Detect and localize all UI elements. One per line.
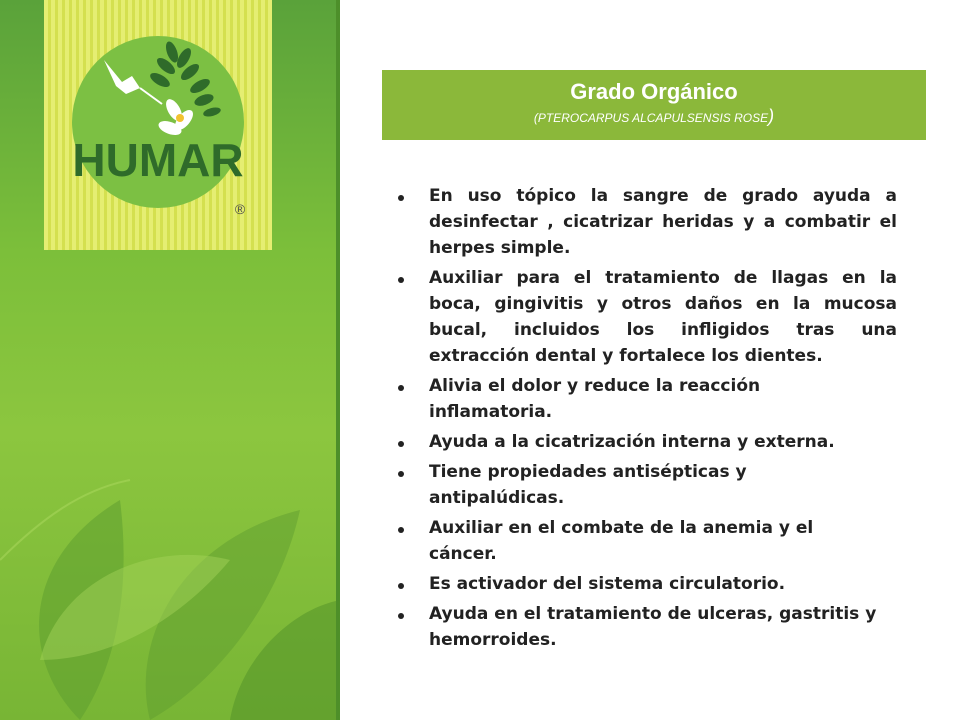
bullet-icon	[398, 471, 404, 477]
list-item-text: Auxiliar para el tratamiento de llagas en la boca, gingivitis y otros daños en la mucosa bucal, incluidos los infligidos tras una extracción dental y fortalece los dientes.	[429, 268, 897, 366]
list-item	[398, 601, 897, 653]
title-bar	[382, 70, 926, 140]
bullet-icon	[398, 385, 404, 391]
list-item	[398, 515, 897, 567]
logo-wordmark: HUMAR	[72, 134, 244, 186]
subtitle-text: (PTEROCARPUS ALCAPULSENSIS ROSE	[533, 111, 769, 125]
list-item-text: Tiene propiedades antisépticas y antipalúdicas.	[429, 462, 747, 508]
list-item	[398, 373, 897, 425]
list-item	[398, 265, 897, 369]
logo-panel	[44, 0, 272, 250]
list-item	[398, 429, 897, 455]
benefits-list	[398, 183, 897, 657]
bullet-icon	[398, 277, 404, 283]
bullet-icon	[398, 613, 404, 619]
list-item-text: Ayuda a la cicatrización interna y externa.	[429, 432, 835, 452]
list-item-text: En uso tópico la sangre de grado ayuda a desinfectar , cicatrizar heridas y a combatir el herpes simple.	[429, 186, 897, 258]
list-item	[398, 571, 897, 597]
decorative-leaves	[0, 360, 340, 720]
list-item-text: Ayuda en el tratamiento de ulceras, gastritis y hemorroides.	[429, 604, 877, 650]
list-item-text: Es activador del sistema circulatorio.	[429, 574, 786, 594]
flower-center	[176, 114, 184, 122]
page-title: Grado Orgánico	[570, 79, 738, 104]
registered-mark: ®	[234, 201, 246, 217]
bullet-icon	[398, 583, 404, 589]
subtitle-close-paren: )	[768, 106, 775, 126]
list-item-text: Alivia el dolor y reduce la reacción inflamatoria.	[429, 376, 761, 422]
list-item-text: Auxiliar en el combate de la anemia y el cáncer.	[429, 518, 814, 564]
bullet-icon	[398, 527, 404, 533]
list-item	[398, 459, 897, 511]
humar-logo	[44, 0, 272, 250]
list-item	[398, 183, 897, 261]
bullet-icon	[398, 195, 404, 201]
sidebar-decoration	[0, 0, 340, 720]
page-subtitle	[382, 106, 926, 128]
bullet-icon	[398, 441, 404, 447]
